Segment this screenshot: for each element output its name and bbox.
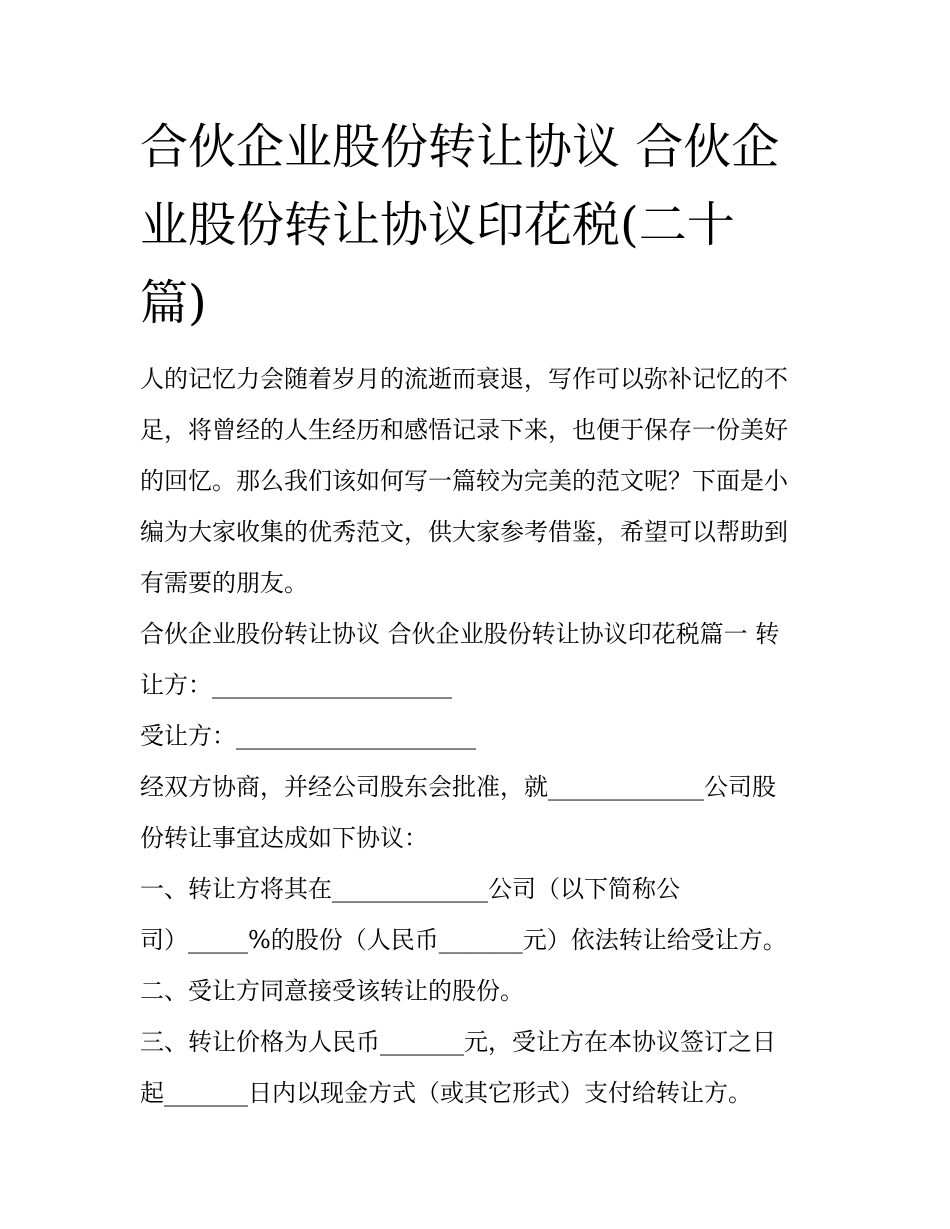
document-title [140,108,820,342]
body-line: 有需要的朋友。 [140,569,308,597]
clause-3-line: 三、转让价格为人民币_______元，受让方在本协议签订之日 [140,1028,776,1056]
body-line: 人的记忆力会随着岁月的流逝而衰退，写作可以弥补记忆的不 [140,365,788,393]
body-line: 合伙企业股份转让协议 合伙企业股份转让协议印花税篇一 转 [140,620,780,648]
transferor-line: 让方：____________________ [140,671,452,699]
clause-1-line: 一、转让方将其在_____________公司（以下简称公 [140,875,680,903]
title-line: 业股份转让协议印花税(二十 [140,197,735,253]
body-line: 份转让事宜达成如下协议： [140,824,428,852]
title-line: 合伙企业股份转让协议 合伙企 [140,119,780,175]
body-line: 经双方协商，并经公司股东会批准，就_____________公司股 [140,773,776,801]
clause-1-line: 司）_____%的股份（人民币_______元）依法转让给受让方。 [140,926,787,954]
body-line: 足，将曾经的人生经历和感悟记录下来，也便于保存一份美好 [140,416,788,444]
transferee-line: 受让方：____________________ [140,722,476,750]
clause-2-line: 二、受让方同意接受该转让的股份。 [140,977,524,1005]
document-body [140,354,830,1119]
body-line: 编为大家收集的优秀范文，供大家参考借鉴，希望可以帮助到 [140,518,788,546]
title-line: 篇) [140,275,207,331]
clause-3-line: 起_______日内以现金方式（或其它形式）支付给转让方。 [140,1079,752,1107]
body-line: 的回忆。那么我们该如何写一篇较为完美的范文呢？下面是小 [140,467,788,495]
